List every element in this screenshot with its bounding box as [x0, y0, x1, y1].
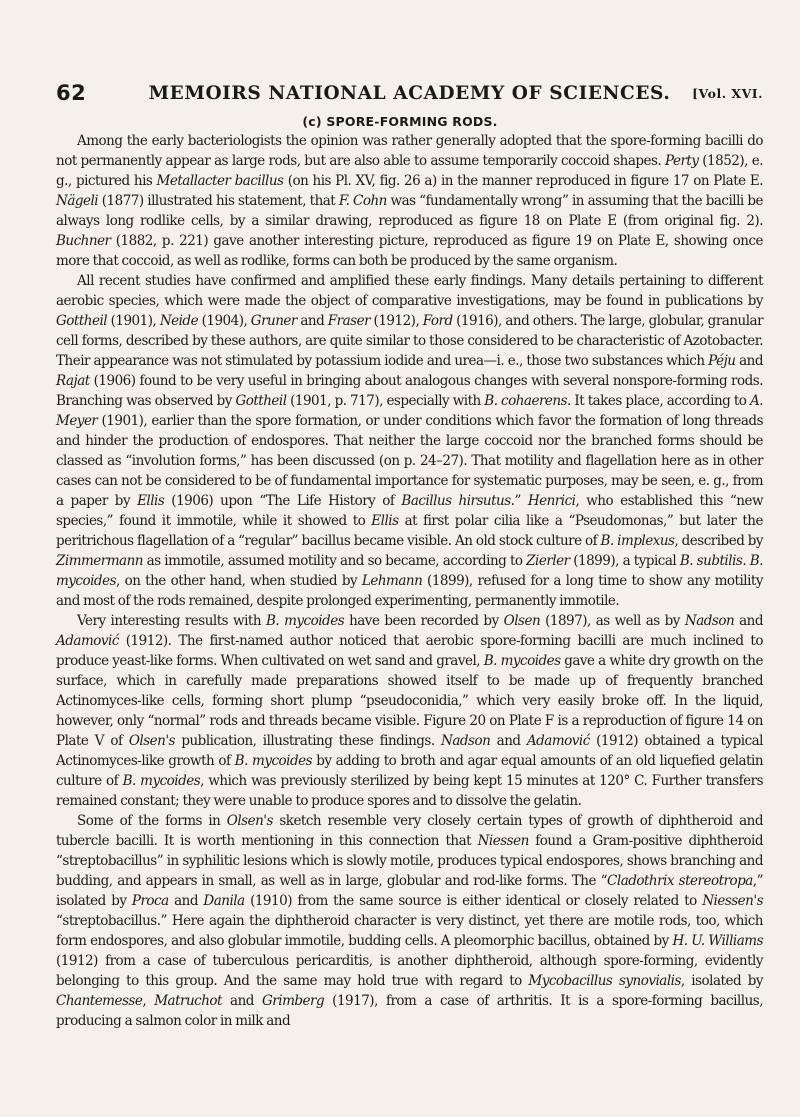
italic-run: Matruchot — [154, 993, 222, 1009]
text-run: , who established this “new species,” found it immotile, while it showed to — [56, 493, 763, 529]
text-run: and — [221, 993, 263, 1009]
paragraph — [56, 811, 763, 1031]
page-number: 62 — [56, 81, 87, 105]
text-run: ,” isolated by — [56, 873, 763, 909]
text-run: (1916), and others. The large, globular, granular cell forms, described by these authors, are quite similar to those considered to be characteristic of Azotobacter. Their appearance was not stimulated by potassium iodide and urea—i. e., those two substances which — [56, 313, 764, 369]
italic-run: Rajat — [56, 373, 90, 389]
italic-run: Fraser — [327, 313, 371, 329]
italic-run: H. U. Williams — [672, 933, 763, 949]
text-run: sketch resemble very closely certain types of growth of diphtheroid and tubercle bacilli. It is worth mentioning in this connection that — [56, 813, 763, 849]
section-heading: (c) SPORE-FORMING RODS. — [302, 114, 498, 129]
italic-run: F. Cohn — [338, 193, 387, 209]
italic-run: Adamović — [56, 633, 119, 649]
text-run: (1901), earlier than the spore formation, or under conditions which favor the formation of long threads and hinder the production of endospores. That neither the large coccoid nor the branched forms should be classed as “involution forms,” has been discussed (on p. 24–27). That motility and flagellation here as in other cases can not be considered to be of fundamental importance for systematic purposes, may be seen, e. g., from a paper by — [56, 413, 763, 509]
text-run: (1912) from a case of tuberculous pericarditis, is another diphtheroid, although spore-forming, evidently belonging to this group. And the same may hold true with regard to — [56, 953, 763, 989]
text-run: .” — [510, 493, 528, 509]
text-run: (1906) upon “The Life History of — [164, 493, 402, 509]
volume-label: [Vol. XVI. — [692, 86, 763, 101]
italic-run: Ford — [422, 313, 453, 329]
italic-run: Olsen — [503, 613, 541, 629]
text-run: Very interesting results with — [77, 613, 266, 629]
text-run: , isolated by — [680, 973, 763, 989]
italic-run: B. cohaerens — [484, 393, 568, 409]
italic-run: Niessen's — [702, 893, 764, 909]
text-run: and — [735, 353, 763, 369]
page-header — [56, 81, 763, 107]
italic-run: Chantemesse — [56, 993, 143, 1009]
text-run: “streptobacillus.” Here again the diphtheroid character is very distinct, yet there are motile rods, too, which form endospores, and also globular immotile, budding cells. A pleomorphic bacillus, obtained by — [56, 913, 763, 949]
italic-run: Olsen's — [226, 813, 273, 829]
italic-run: Gruner — [250, 313, 297, 329]
text-run: (1852), e. g., pictured his — [56, 153, 763, 189]
italic-run: B. subtilis — [679, 553, 743, 569]
italic-run: Metallacter bacillus — [156, 173, 284, 189]
italic-run: Lehmann — [361, 573, 423, 589]
italic-run: Neide — [159, 313, 199, 329]
italic-run: Gottheil — [235, 393, 287, 409]
italic-run: Olsen's — [128, 733, 175, 749]
text-run: , described by — [674, 533, 764, 549]
text-run: All recent studies have confirmed and amplified these early findings. Many details pertaining to different aerobic species, which were made the object of comparative investigations, may be found in publications by — [56, 273, 763, 309]
paragraph — [56, 131, 763, 271]
italic-run: B. mycoides — [234, 753, 313, 769]
text-run: (1899), refused for a long time to show any motility and most of the rods remained, despite prolonged experimenting, permanently immotile. — [56, 573, 763, 609]
italic-run: Proca — [131, 893, 169, 909]
italic-run: B. mycoides — [56, 553, 763, 589]
text-run: and — [734, 613, 763, 629]
text-run: (1910) from the same source is either identical or closely related to — [244, 893, 703, 909]
body-text — [56, 131, 763, 1031]
paragraph — [56, 271, 763, 611]
italic-run: Cladothrix stereotropa — [607, 873, 753, 889]
italic-run: B. mycoides — [122, 773, 201, 789]
text-run: as immotile, assumed motility and so became, according to — [142, 553, 527, 569]
text-run: (on his Pl. XV, fig. 26 a) in the manner reproduced in figure 17 on Plate E. — [283, 173, 763, 189]
italic-run: Perty — [665, 153, 699, 169]
text-run: , which was previously sterilized by being kept 15 minutes at 120° C. Further transfers remained constant; they were unable to produce spores and to dissolve the gelatin. — [56, 773, 764, 809]
text-run: and — [490, 733, 527, 749]
italic-run: Nadson — [684, 613, 735, 629]
paragraph — [56, 611, 763, 811]
text-run: (1897), as well as by — [540, 613, 685, 629]
italic-run: Danila — [203, 893, 245, 909]
text-run: (1917), from a case of arthritis. It is a spore-forming bacillus, producing a salmon color in milk and — [56, 993, 763, 1029]
italic-run: Ellis — [137, 493, 165, 509]
text-run: Some of the forms in — [77, 813, 227, 829]
text-run: (1899), a typical — [569, 553, 680, 569]
text-run: (1882, p. 221) gave another interesting picture, reproduced as figure 19 on Plate E, showing once more that coccoid, as well as rodlike, forms can both be produced by the same organism. — [56, 233, 763, 269]
text-run: (1901), — [107, 313, 160, 329]
italic-run: Buchner — [56, 233, 111, 249]
text-run: (1912) obtained a typical Actinomyces-like growth of — [56, 733, 763, 769]
text-run: (1877) illustrated his statement, that — [98, 193, 339, 209]
italic-run: Nadson — [441, 733, 491, 749]
italic-run: Adamović — [526, 733, 590, 749]
italic-run: Niessen — [477, 833, 529, 849]
text-run: have been recorded by — [344, 613, 504, 629]
text-run: publication, illustrating these findings. — [174, 733, 442, 749]
text-run: at first polar cilia like a “Pseudomonas,” but later the peritrichous flagellation of a “regular” bacillus became visible. An old stock culture of — [56, 513, 763, 549]
text-run: (1901, p. 717), especially with — [286, 393, 485, 409]
italic-run: Nägeli — [56, 193, 99, 209]
text-run: (1912), — [370, 313, 423, 329]
text-run: by adding to broth and agar equal amounts of an old liquefied gelatin culture of — [56, 753, 764, 789]
text-run: Among the early bacteriologists the opinion was rather generally adopted that the spore-forming bacilli do not permanently appear as large rods, but are also able to assume temporarily coccoid shapes. — [56, 133, 763, 169]
text-run: found a Gram-positive diphtheroid “streptobacillus” in syphilitic lesions which is slowly motile, produces typical endospores, shows branching and budding, and appears in small, as well as in large, globular and rod-like forms. The “ — [56, 833, 763, 889]
text-run: (1904), — [198, 313, 251, 329]
italic-run: A. Meyer — [56, 393, 763, 429]
text-run: and — [168, 893, 204, 909]
italic-run: Zimmermann — [56, 553, 143, 569]
text-run: gave a white dry growth on the surface, which in carefully made preparations showed itself to be made up of frequently branched Actinomyces-like cells, forming short plump “pseudoconidia,” which very easily broke off. In the liquid, however, only “normal” rods and threads became visible. Figure 20 on Plate F is a reproduction of figure 14 on Plate V of — [56, 653, 763, 749]
italic-run: B. mycoides — [265, 613, 345, 629]
text-run: and — [296, 313, 328, 329]
italic-run: Henrici — [527, 493, 576, 509]
italic-run: Ellis — [371, 513, 399, 529]
text-run: , on the other hand, when studied by — [116, 573, 362, 589]
italic-run: Bacillus hirsutus — [401, 493, 511, 509]
running-title: MEMOIRS NATIONAL ACADEMY OF SCIENCES. — [148, 83, 671, 104]
text-run: . — [742, 553, 750, 569]
text-run: , — [142, 993, 155, 1009]
text-run: was “fundamentally wrong” in assuming that the bacilli be always long rodlike cells, by a similar drawing, reproduced as figure 18 on Plate E (from original fig. 2). — [56, 193, 763, 229]
italic-run: Grimberg — [262, 993, 325, 1009]
text-run: . It takes place, according to — [567, 393, 750, 409]
italic-run: Gottheil — [56, 313, 108, 329]
italic-run: Mycobacillus synovialis — [528, 973, 681, 989]
italic-run: B. implexus — [600, 533, 675, 549]
italic-run: Zierler — [526, 553, 570, 569]
italic-run: B. mycoides — [483, 653, 561, 669]
italic-run: Péju — [708, 353, 736, 369]
text-run: (1906) found to be very useful in bringing about analogous changes with several nonspore-forming rods. Branching was observed by — [56, 373, 763, 409]
text-run: (1912). The first-named author noticed that aerobic spore-forming bacilli are much inclined to produce yeast-like forms. When cultivated on wet sand and gravel, — [56, 633, 763, 669]
